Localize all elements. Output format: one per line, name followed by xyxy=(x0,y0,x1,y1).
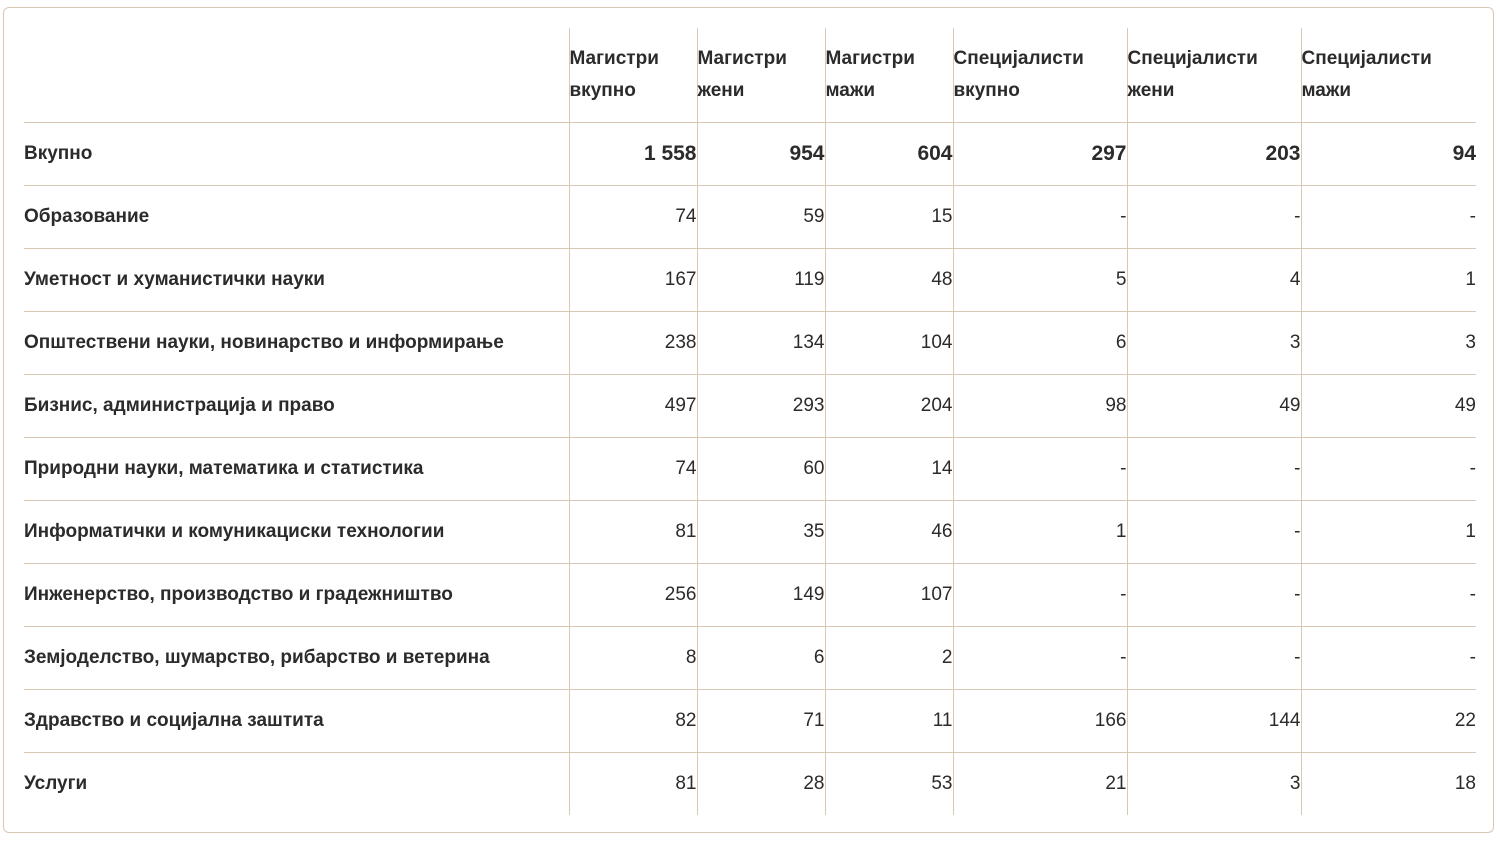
header-blank xyxy=(24,28,569,123)
table-row xyxy=(24,564,1476,627)
cell-value: 256 xyxy=(569,564,697,627)
row-label: Уметност и хуманистички науки xyxy=(24,249,569,312)
cell-value: 3 xyxy=(1127,312,1301,375)
cell-value: 81 xyxy=(569,753,697,816)
graduates-table xyxy=(24,28,1476,815)
cell-value: 81 xyxy=(569,501,697,564)
cell-value: 21 xyxy=(953,753,1127,816)
cell-value: 4 xyxy=(1127,249,1301,312)
cell-value: - xyxy=(1127,627,1301,690)
cell-value: - xyxy=(1127,186,1301,249)
cell-value: 2 xyxy=(825,627,953,690)
cell-value: 14 xyxy=(825,438,953,501)
cell-value: 59 xyxy=(697,186,825,249)
cell-value: 204 xyxy=(825,375,953,438)
cell-value: 604 xyxy=(825,123,953,186)
cell-value: 1 558 xyxy=(569,123,697,186)
table-row xyxy=(24,627,1476,690)
cell-value: 3 xyxy=(1127,753,1301,816)
cell-value: 293 xyxy=(697,375,825,438)
cell-value: 1 xyxy=(1301,249,1476,312)
table-row xyxy=(24,438,1476,501)
cell-value: 297 xyxy=(953,123,1127,186)
header-masters-men: Магистри мажи xyxy=(825,28,953,123)
row-label: Општествени науки, новинарство и информирање xyxy=(24,312,569,375)
cell-value: 15 xyxy=(825,186,953,249)
cell-value: 954 xyxy=(697,123,825,186)
header-specialists-women: Специјалисти жени xyxy=(1127,28,1301,123)
cell-value: 60 xyxy=(697,438,825,501)
cell-value: - xyxy=(1301,564,1476,627)
row-label: Образование xyxy=(24,186,569,249)
cell-value: 167 xyxy=(569,249,697,312)
cell-value: - xyxy=(1127,501,1301,564)
cell-value: 94 xyxy=(1301,123,1476,186)
cell-value: 5 xyxy=(953,249,1127,312)
cell-value: 3 xyxy=(1301,312,1476,375)
cell-value: 166 xyxy=(953,690,1127,753)
cell-value: 28 xyxy=(697,753,825,816)
row-label: Инженерство, производство и градежништво xyxy=(24,564,569,627)
cell-value: 49 xyxy=(1301,375,1476,438)
header-row xyxy=(24,28,1476,123)
header-masters-total: Магистри вкупно xyxy=(569,28,697,123)
cell-value: 46 xyxy=(825,501,953,564)
cell-value: - xyxy=(953,186,1127,249)
table-row xyxy=(24,690,1476,753)
row-label: Бизнис, администрација и право xyxy=(24,375,569,438)
row-label: Природни науки, математика и статистика xyxy=(24,438,569,501)
cell-value: 18 xyxy=(1301,753,1476,816)
table-row xyxy=(24,375,1476,438)
cell-value: 104 xyxy=(825,312,953,375)
cell-value: 1 xyxy=(1301,501,1476,564)
cell-value: 11 xyxy=(825,690,953,753)
table-row xyxy=(24,501,1476,564)
cell-value: 149 xyxy=(697,564,825,627)
cell-value: 134 xyxy=(697,312,825,375)
cell-value: - xyxy=(953,627,1127,690)
cell-value: 8 xyxy=(569,627,697,690)
cell-value: 1 xyxy=(953,501,1127,564)
cell-value: 82 xyxy=(569,690,697,753)
table-row xyxy=(24,249,1476,312)
cell-value: 49 xyxy=(1127,375,1301,438)
cell-value: 203 xyxy=(1127,123,1301,186)
cell-value: 71 xyxy=(697,690,825,753)
cell-value: 48 xyxy=(825,249,953,312)
cell-value: 74 xyxy=(569,186,697,249)
row-label: Услуги xyxy=(24,773,88,794)
table-row xyxy=(24,186,1476,249)
cell-value: 74 xyxy=(569,438,697,501)
cell-value: - xyxy=(1127,438,1301,501)
cell-value: 53 xyxy=(825,753,953,816)
cell-value: 144 xyxy=(1127,690,1301,753)
table-row xyxy=(24,312,1476,375)
cell-value: - xyxy=(953,564,1127,627)
table-row xyxy=(24,753,1476,816)
header-specialists-total: Специјалисти вкупно xyxy=(953,28,1127,123)
cell-value: 497 xyxy=(569,375,697,438)
cell-value: 107 xyxy=(825,564,953,627)
row-label: Земјоделство, шумарство, рибарство и ветерина xyxy=(24,627,569,690)
cell-value: - xyxy=(953,438,1127,501)
cell-value: 35 xyxy=(697,501,825,564)
header-masters-women: Магистри жени xyxy=(697,28,825,123)
row-label: Вкупно xyxy=(24,123,569,186)
cell-value: 238 xyxy=(569,312,697,375)
cell-value: - xyxy=(1301,627,1476,690)
table-row-total xyxy=(24,123,1476,186)
cell-value: - xyxy=(1301,186,1476,249)
cell-value: - xyxy=(1301,438,1476,501)
row-label: Здравство и социјална заштита xyxy=(24,690,569,753)
cell-value: 6 xyxy=(697,627,825,690)
header-specialists-men: Специјалисти мажи xyxy=(1301,28,1476,123)
cell-value: 98 xyxy=(953,375,1127,438)
cell-value: - xyxy=(1127,564,1301,627)
cell-value: 22 xyxy=(1301,690,1476,753)
row-label: Информатички и комуникациски технологии xyxy=(24,501,569,564)
cell-value: 6 xyxy=(953,312,1127,375)
cell-value: 119 xyxy=(697,249,825,312)
